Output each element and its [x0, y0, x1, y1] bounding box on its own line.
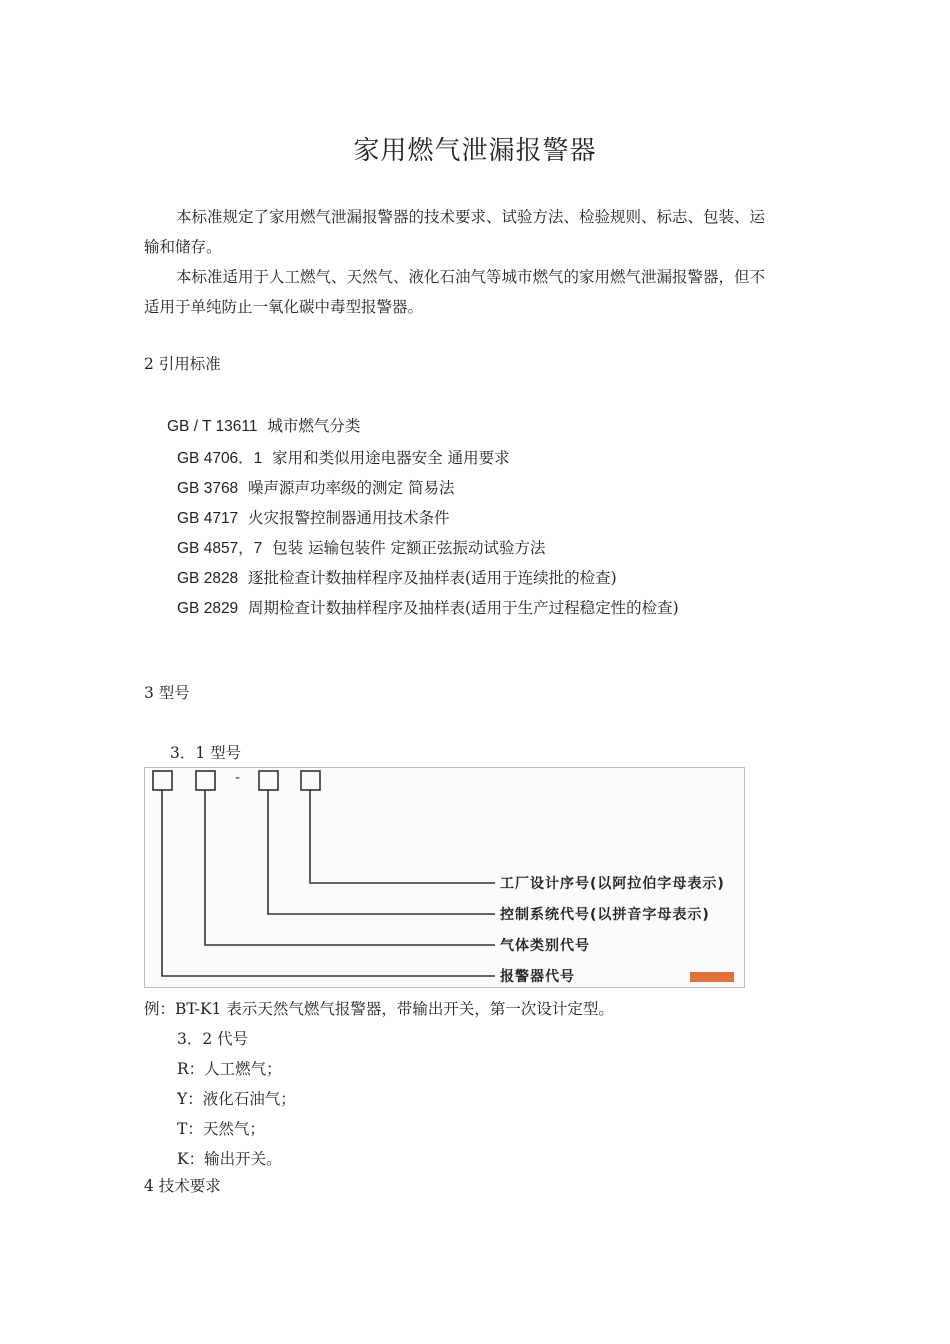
reference-item	[167, 414, 360, 436]
reference-code: GB 4717	[177, 510, 239, 527]
connector-line-4	[310, 790, 495, 883]
reference-title: 城市燃气分类	[267, 417, 361, 435]
section-3-1-heading: 3．1 型号	[170, 744, 242, 762]
section-4-heading: 4 技术要求	[144, 1177, 221, 1195]
reference-title: 周期检查计数抽样程序及抽样表(适用于生产过程稳定性的检查)	[248, 599, 679, 617]
reference-title: 家用和类似用途电器安全 通用要求	[272, 449, 510, 467]
section-2-heading: 2 引用标准	[144, 355, 221, 373]
reference-code: GB 2828	[177, 570, 239, 587]
reference-title: 噪声源声功率级的测定 简易法	[248, 479, 455, 497]
intro-paragraph-1-line-2: 输和储存。	[144, 238, 222, 256]
reference-item	[177, 446, 510, 468]
reference-item	[177, 506, 450, 528]
reference-code: GB / T 13611	[167, 418, 258, 435]
label-alarm-code: 报警器代号	[500, 969, 575, 985]
reference-title: 火灾报警控制器通用技术条件	[248, 509, 450, 527]
intro-paragraph-1-line-1: 本标准规定了家用燃气泄漏报警器的技术要求、试验方法、检验规则、标志、包装、运	[176, 208, 766, 226]
reference-item	[177, 476, 454, 498]
code-box-4	[301, 771, 320, 790]
code-definition: Y：液化石油气；	[177, 1090, 296, 1108]
code-definition: K：输出开关。	[177, 1150, 282, 1168]
intro-paragraph-2-line-1: 本标准适用于人工燃气、天然气、液化石油气等城市燃气的家用燃气泄漏报警器，但不	[176, 268, 766, 286]
code-definition: R：人工燃气；	[177, 1060, 282, 1078]
model-number-diagram	[144, 767, 745, 988]
reference-code: GB 3768	[177, 480, 239, 497]
connector-line-2	[205, 790, 495, 945]
intro-paragraph-2-line-2: 适用于单纯防止一氧化碳中毒型报警器。	[144, 298, 424, 316]
reference-title: 逐批检查计数抽样程序及抽样表(适用于连续批的检查)	[248, 569, 617, 587]
reference-code: GB 4857，7	[177, 540, 263, 557]
connector-line-3	[268, 790, 495, 914]
label-gas-type-code: 气体类别代号	[500, 938, 590, 954]
reference-code: GB 2829	[177, 600, 239, 617]
code-box-3	[259, 771, 278, 790]
code-box-1	[153, 771, 172, 790]
reference-item	[177, 566, 617, 588]
reference-item	[177, 536, 546, 558]
reference-title: 包装 运输包装件 定额正弦振动试验方法	[272, 539, 546, 557]
section-3-2-heading: 3．2 代号	[177, 1030, 249, 1048]
reference-item	[177, 596, 679, 618]
code-definition: T：天然气；	[177, 1120, 265, 1138]
code-box-2	[196, 771, 215, 790]
reference-code: GB 4706．1	[177, 450, 263, 467]
model-example: 例：BT-K1 表示天然气燃气报警器，带输出开关，第一次设计定型。	[144, 1000, 614, 1018]
section-3-heading: 3 型号	[144, 684, 190, 702]
separator-dash: -	[235, 770, 242, 786]
watermark-stamp	[690, 972, 734, 982]
label-control-system-code: 控制系统代号(以拼音字母表示)	[500, 907, 710, 923]
label-factory-design-number: 工厂设计序号(以阿拉伯字母表示)	[500, 876, 725, 892]
document-title: 家用燃气泄漏报警器	[353, 136, 597, 166]
